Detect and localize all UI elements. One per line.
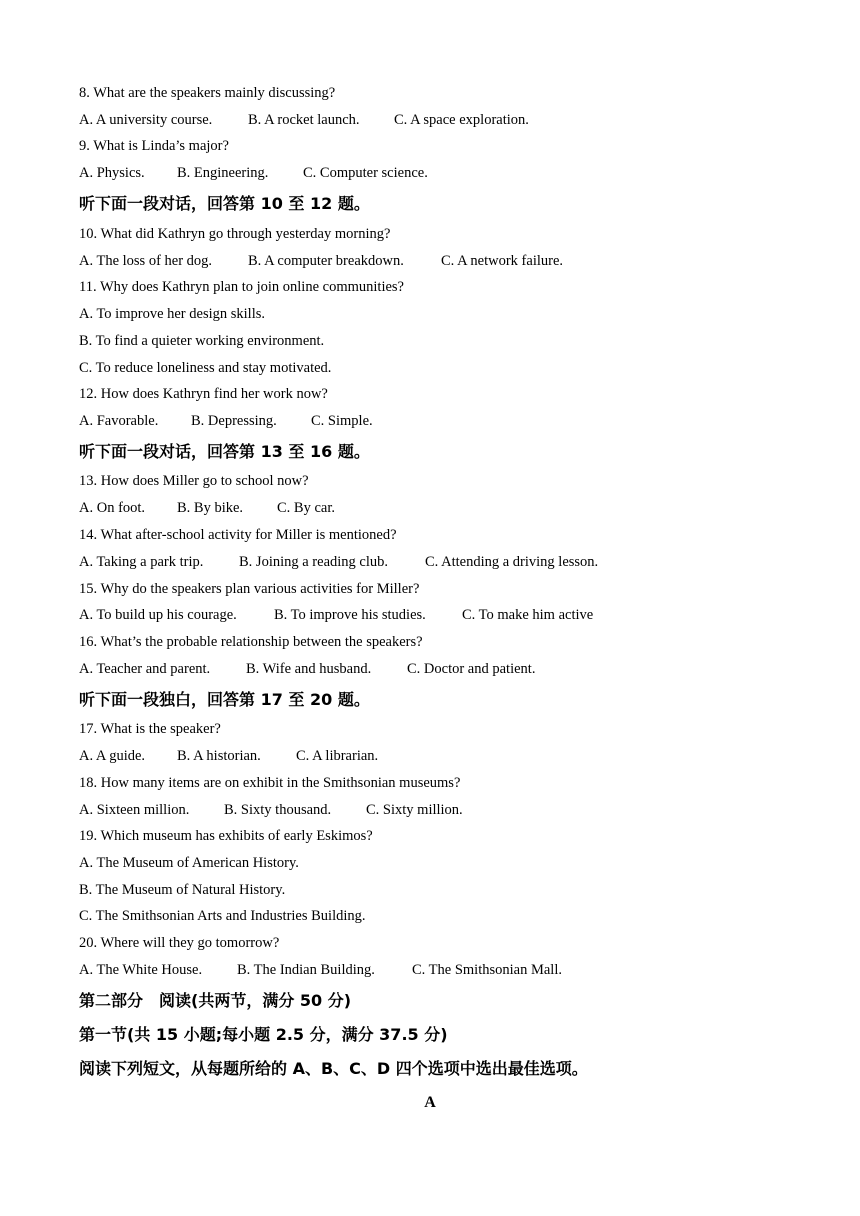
question-14: 14. What after-school activity for Miller is mentioned? (79, 527, 397, 543)
question-15: 15. Why do the speakers plan various activities for Miller? (79, 581, 420, 597)
option-a: A. On foot. (79, 500, 146, 516)
option-a: A. The White House. (79, 962, 203, 978)
option-c: C. A space exploration. (394, 112, 529, 128)
option-b: B. To improve his studies. (274, 607, 426, 623)
option-a: A. A guide. (79, 748, 146, 764)
section-heading-17-20: 听下面一段独白，回答第 17 至 20 题。 (79, 690, 370, 709)
option-a: A. Taking a park trip. (79, 554, 204, 570)
option-c: C. To make him active (462, 607, 594, 623)
option-c: C. The Smithsonian Mall. (412, 962, 562, 978)
question-19-option-c: C. The Smithsonian Arts and Industries Building. (79, 908, 366, 924)
question-18: 18. How many items are on exhibit in the Smithsonian museums? (79, 775, 461, 791)
option-b: B. Engineering. (177, 165, 269, 181)
question-20: 20. Where will they go tomorrow? (79, 935, 280, 951)
question-8: 8. What are the speakers mainly discussing? (79, 85, 336, 101)
option-b: B. A rocket launch. (248, 112, 360, 128)
option-c: C. Computer science. (303, 165, 428, 181)
option-a: A. Sixteen million. (79, 802, 190, 818)
option-c: C. A librarian. (296, 748, 379, 764)
option-a: A. Favorable. (79, 413, 159, 429)
question-10: 10. What did Kathryn go through yesterday morning? (79, 226, 391, 242)
option-b: B. Depressing. (191, 413, 277, 429)
question-11-option-c: C. To reduce loneliness and stay motivated. (79, 360, 332, 376)
part-2-title: 第二部分 阅读(共两节，满分 50 分) (79, 991, 352, 1010)
question-9: 9. What is Linda’s major? (79, 138, 229, 154)
question-17: 17. What is the speaker? (79, 721, 221, 737)
option-b: B. The Indian Building. (237, 962, 375, 978)
question-11: 11. Why does Kathryn plan to join online communities? (79, 279, 404, 295)
option-a: A. To build up his courage. (79, 607, 237, 623)
part-2-instructions: 阅读下列短文，从每题所给的 A、B、C、D 四个选项中选出最佳选项。 (79, 1059, 588, 1078)
passage-letter: A (424, 1094, 436, 1111)
option-b: B. A historian. (177, 748, 261, 764)
option-b: B. By bike. (177, 500, 244, 516)
option-b: B. Wife and husband. (246, 661, 372, 677)
question-16: 16. What’s the probable relationship between the speakers? (79, 634, 423, 650)
part-2-section-1: 第一节(共 15 小题;每小题 2.5 分，满分 37.5 分) (79, 1025, 448, 1044)
question-19-option-b: B. The Museum of Natural History. (79, 882, 286, 898)
option-a: A. The loss of her dog. (79, 253, 213, 269)
option-b: B. Joining a reading club. (239, 554, 389, 570)
option-b: B. Sixty thousand. (224, 802, 332, 818)
section-heading-10-12: 听下面一段对话，回答第 10 至 12 题。 (79, 194, 370, 213)
option-c: C. By car. (277, 500, 335, 516)
option-c: C. Doctor and patient. (407, 661, 536, 677)
option-c: C. Attending a driving lesson. (425, 554, 599, 570)
option-b: B. A computer breakdown. (248, 253, 404, 269)
option-c: C. A network failure. (441, 253, 564, 269)
question-19: 19. Which museum has exhibits of early Eskimos? (79, 828, 373, 844)
section-heading-13-16: 听下面一段对话，回答第 13 至 16 题。 (79, 442, 370, 461)
question-11-option-a: A. To improve her design skills. (79, 306, 265, 322)
option-a: A. Teacher and parent. (79, 661, 211, 677)
option-c: C. Sixty million. (366, 802, 463, 818)
option-c: C. Simple. (311, 413, 373, 429)
option-a: A. A university course. (79, 112, 213, 128)
question-12: 12. How does Kathryn find her work now? (79, 386, 328, 402)
question-19-option-a: A. The Museum of American History. (79, 855, 299, 871)
question-11-option-b: B. To find a quieter working environment. (79, 333, 325, 349)
question-13: 13. How does Miller go to school now? (79, 473, 309, 489)
option-a: A. Physics. (79, 165, 145, 181)
